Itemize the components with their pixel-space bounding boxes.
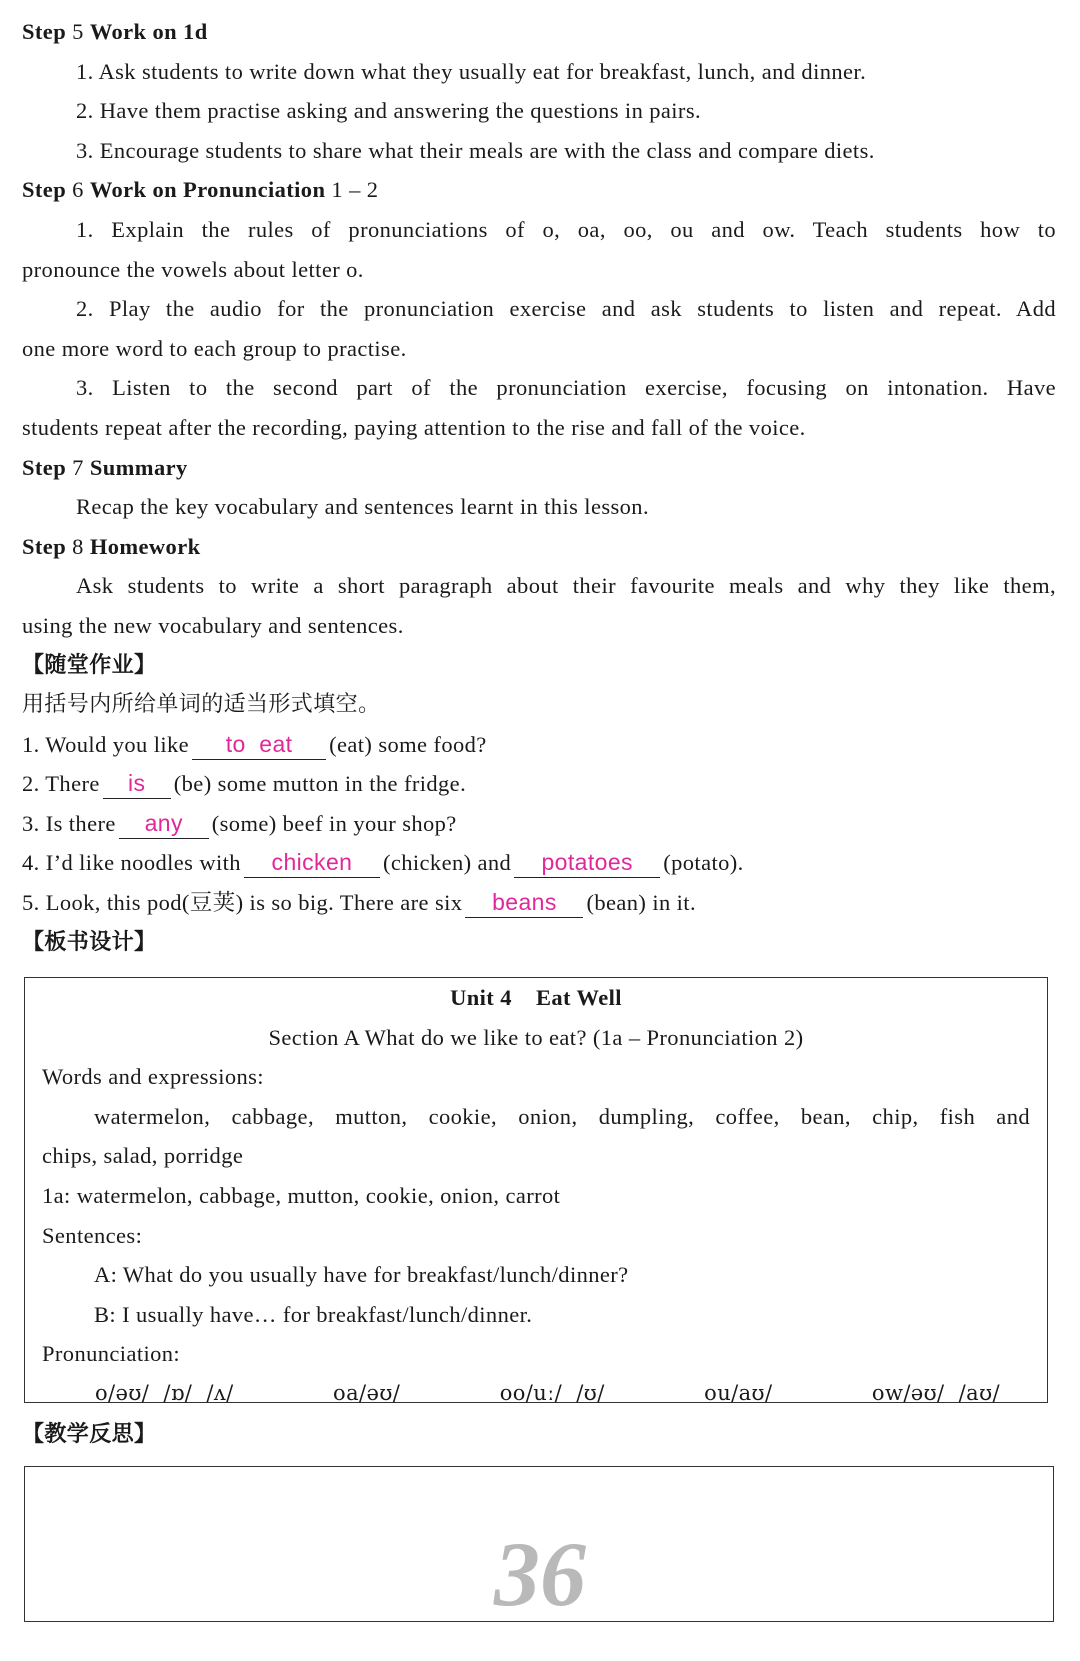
answer-blank-3: any xyxy=(119,809,209,839)
board-words-label: Words and expressions: xyxy=(42,1064,264,1090)
exercise-2: 2. There is (be) some mutton in the fridge. xyxy=(22,764,1056,804)
exercise-4: 4. I’d like noodles with chicken (chicken) and potatoes (potato). xyxy=(22,843,1056,883)
step6-heading: Step 6 Work on Pronunciation 1 – 2 xyxy=(22,177,379,203)
exercise-3: 3. Is there any (some) beef in your shop? xyxy=(22,804,1056,844)
classwork-heading: 【随堂作业】 xyxy=(22,652,157,678)
board-pronunciation-row xyxy=(42,1374,1030,1414)
answer-blank-4a: chicken xyxy=(244,848,380,878)
step8-text-b: using the new vocabulary and sentences. xyxy=(22,612,404,638)
step6-item-1b: pronounce the vowels about letter o. xyxy=(22,256,364,282)
phoneme-o: o/əʊ/ /ɒ/ /ʌ/ xyxy=(95,1380,234,1405)
board-words-b: chips, salad, porridge xyxy=(42,1143,244,1169)
step6-item-3b: students repeat after the recording, paying attention to the rise and fall of the voice. xyxy=(22,414,806,440)
step7-heading: Step 7 Summary xyxy=(22,454,188,480)
step5-item-3: 3. Encourage students to share what their meals are with the class and compare diets. xyxy=(76,137,875,163)
step5-item-1: 1. Ask students to write down what they usually eat for breakfast, lunch, and dinner. xyxy=(76,58,867,84)
step6-item-2b: one more word to each group to practise. xyxy=(22,335,407,361)
answer-blank-4b: potatoes xyxy=(514,848,660,878)
lesson-page xyxy=(22,12,1056,962)
exercise-5: 5. Look, this pod(豆荚) is so big. There are six beans (bean) in it. xyxy=(22,883,1056,923)
answer-blank-1: to eat xyxy=(192,730,326,760)
phoneme-ou: ou/aʊ/ xyxy=(704,1380,773,1405)
answer-blank-2: is xyxy=(103,769,171,799)
step5-item-2: 2. Have them practise asking and answering the questions in pairs. xyxy=(76,98,702,124)
board-pronunciation-label: Pronunciation: xyxy=(42,1341,181,1367)
board-section: Section A What do we like to eat? (1a – Pronunciation 2) xyxy=(268,1024,804,1050)
phoneme-ow: ow/əʊ/ /aʊ/ xyxy=(871,1380,1000,1405)
board-sentence-a: A: What do you usually have for breakfast/lunch/dinner? xyxy=(94,1262,629,1288)
exercise-1: 1. Would you like to eat (eat) some food? xyxy=(22,725,1056,765)
step6-item-1a: 1. Explain the rules of pronunciations of o, oa, oo, ou and ow. Teach students how to xyxy=(76,216,1056,242)
phoneme-oa: oa/əʊ/ xyxy=(333,1380,401,1405)
step6-item-3a: 3. Listen to the second part of the pronunciation exercise, focusing on intonation. Have xyxy=(76,375,1056,401)
classwork-instruction: 用括号内所给单词的适当形式填空。 xyxy=(22,692,381,718)
step8-text-a: Ask students to write a short paragraph about their favourite meals and why they like them, xyxy=(76,573,1056,599)
board-heading: 【板书设计】 xyxy=(22,929,157,955)
reflection-heading: 【教学反思】 xyxy=(22,1422,157,1447)
blackboard-design-box xyxy=(24,977,1048,1403)
board-sentence-b: B: I usually have… for breakfast/lunch/dinner. xyxy=(94,1301,533,1327)
step7-text: Recap the key vocabulary and sentences learnt in this lesson. xyxy=(76,494,649,520)
step8-heading: Step 8 Homework xyxy=(22,533,201,559)
board-unit-title: Unit 4 Eat Well xyxy=(450,985,622,1010)
board-sentences-label: Sentences: xyxy=(42,1222,143,1248)
step6-item-2a: 2. Play the audio for the pronunciation exercise and ask students to listen and repeat. Add xyxy=(76,296,1056,322)
board-1a-words: 1a: watermelon, cabbage, mutton, cookie, onion, carrot xyxy=(42,1182,561,1208)
step5-heading: Step 5 Work on 1d xyxy=(22,19,208,44)
phoneme-oo: oo/uː/ /ʊ/ xyxy=(499,1380,605,1405)
answer-blank-5: beans xyxy=(465,888,583,918)
page-number: 36 xyxy=(494,1523,586,1625)
board-words-a: watermelon, cabbage, mutton, cookie, onion, dumpling, coffee, bean, chip, fish and xyxy=(94,1103,1030,1129)
